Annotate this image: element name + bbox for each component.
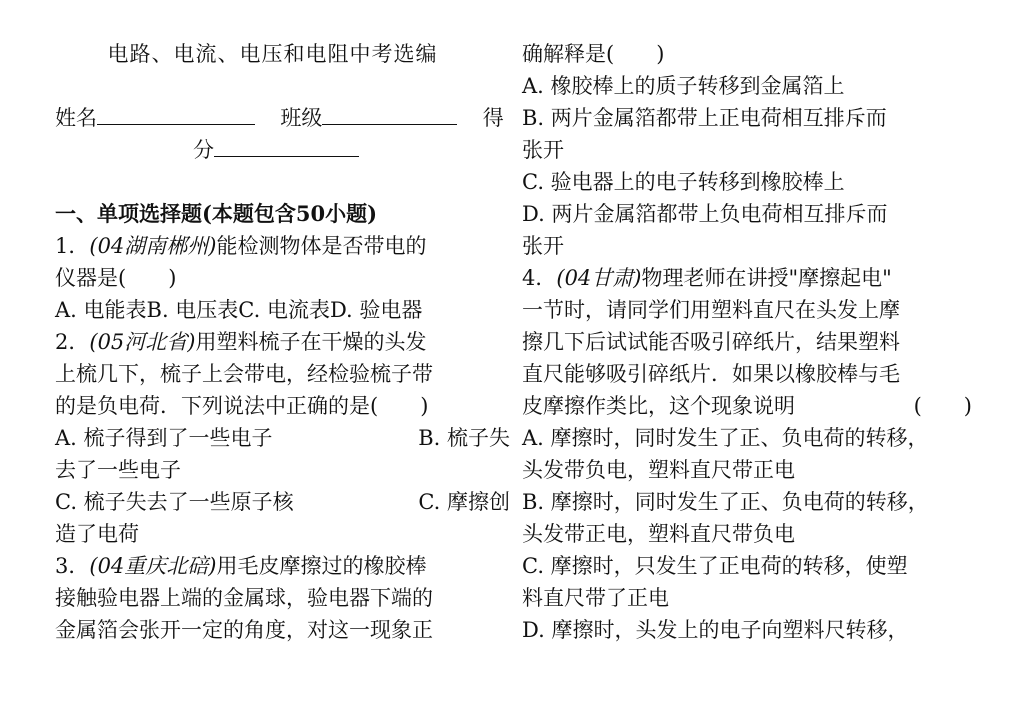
question-3-line-1: 3．(04重庆北碚)用毛皮摩擦过的橡胶棒: [55, 554, 427, 578]
right-column: [522, 38, 972, 646]
question-1-line-2: 仪器是( ): [55, 266, 177, 290]
score-label-cont: 分: [193, 138, 214, 162]
class-blank: [322, 104, 457, 125]
question-3-line-4: 确解释是( ): [522, 42, 665, 66]
score-blank: [214, 136, 359, 157]
option-b: B. 梳子失: [418, 426, 510, 450]
q4-option-b: B. 摩擦时，同时发生了正、负电荷的转移，: [522, 490, 929, 514]
q3-option-b-cont: 张开: [522, 138, 564, 162]
option-c: C. 梳子失去了一些原子核: [55, 490, 294, 514]
student-info-row: [55, 102, 510, 134]
score-row: [55, 134, 510, 166]
question-4-line-3: 擦几下后试试能否吸引碎纸片，结果塑料: [522, 330, 900, 354]
option-d-cont: 造了电荷: [55, 522, 139, 546]
option-d: C. 摩擦创: [418, 490, 510, 514]
page-title: 电路、电流、电压和电阻中考选编: [107, 42, 438, 66]
q4-option-c-cont: 料直尺带了正电: [522, 586, 669, 610]
question-2-options-cd: [55, 486, 510, 518]
question-2-line-2: 上梳几下，梳子上会带电，经检验梳子带: [55, 362, 433, 386]
name-blank: [97, 104, 255, 125]
question-1-options: A. 电能表B. 电压表C. 电流表D. 验电器: [55, 298, 423, 322]
q3-option-d: D. 两片金属箔都带上负电荷相互排斥而: [522, 202, 888, 226]
question-source: (04湖南郴州): [89, 234, 217, 258]
question-4-line-5: 皮摩擦作类比，这个现象说明 ( ): [522, 390, 972, 422]
q4-option-c: C. 摩擦时，只发生了正电荷的转移，使塑: [522, 554, 908, 578]
question-4-line-2: 一节时，请同学们用塑料直尺在头发上摩: [522, 298, 900, 322]
q3-option-d-cont: 张开: [522, 234, 564, 258]
question-2-options-ab: [55, 422, 510, 454]
question-2-line-1: 2．(05河北省)用塑料梳子在干燥的头发: [55, 330, 427, 354]
question-source: (04甘肃): [556, 266, 642, 290]
question-source: (05河北省): [89, 330, 196, 354]
question-1-line-1: 1．(04湖南郴州)能检测物体是否带电的: [55, 234, 427, 258]
option-b-cont: 去了一些电子: [55, 458, 181, 482]
question-4-line-4: 直尺能够吸引碎纸片．如果以橡胶棒与毛: [522, 362, 900, 386]
option-a: A. 梳子得到了一些电子: [55, 426, 273, 450]
question-2-line-3: 的是负电荷．下列说法中正确的是( ): [55, 394, 429, 418]
q3-option-c: C. 验电器上的电子转移到橡胶棒上: [522, 170, 845, 194]
question-source: (04重庆北碚): [89, 554, 217, 578]
section-heading: 一、单项选择题(本题包含50小题): [55, 201, 378, 226]
q3-option-a: A. 橡胶棒上的质子转移到金属箔上: [522, 74, 845, 98]
score-label: 得: [482, 106, 504, 130]
q4-option-d: D. 摩擦时，头发上的电子向塑料尺转移，: [522, 618, 909, 642]
answer-paren: ( ): [913, 394, 972, 418]
q4-option-a-cont: 头发带负电，塑料直尺带正电: [522, 458, 795, 482]
class-label: 班级: [280, 106, 323, 130]
name-label: 姓名: [55, 106, 97, 130]
q4-option-a: A. 摩擦时，同时发生了正、负电荷的转移，: [522, 426, 929, 450]
question-4-line-1: 4．(04甘肃)物理老师在讲授"摩擦起电": [522, 266, 892, 290]
left-column: [55, 38, 510, 646]
question-3-line-3: 金属箔会张开一定的角度，对这一现象正: [55, 618, 433, 642]
q4-option-b-cont: 头发带正电，塑料直尺带负电: [522, 522, 795, 546]
question-3-line-2: 接触验电器上端的金属球，验电器下端的: [55, 586, 433, 610]
q3-option-b: B. 两片金属箔都带上正电荷相互排斥而: [522, 106, 887, 130]
